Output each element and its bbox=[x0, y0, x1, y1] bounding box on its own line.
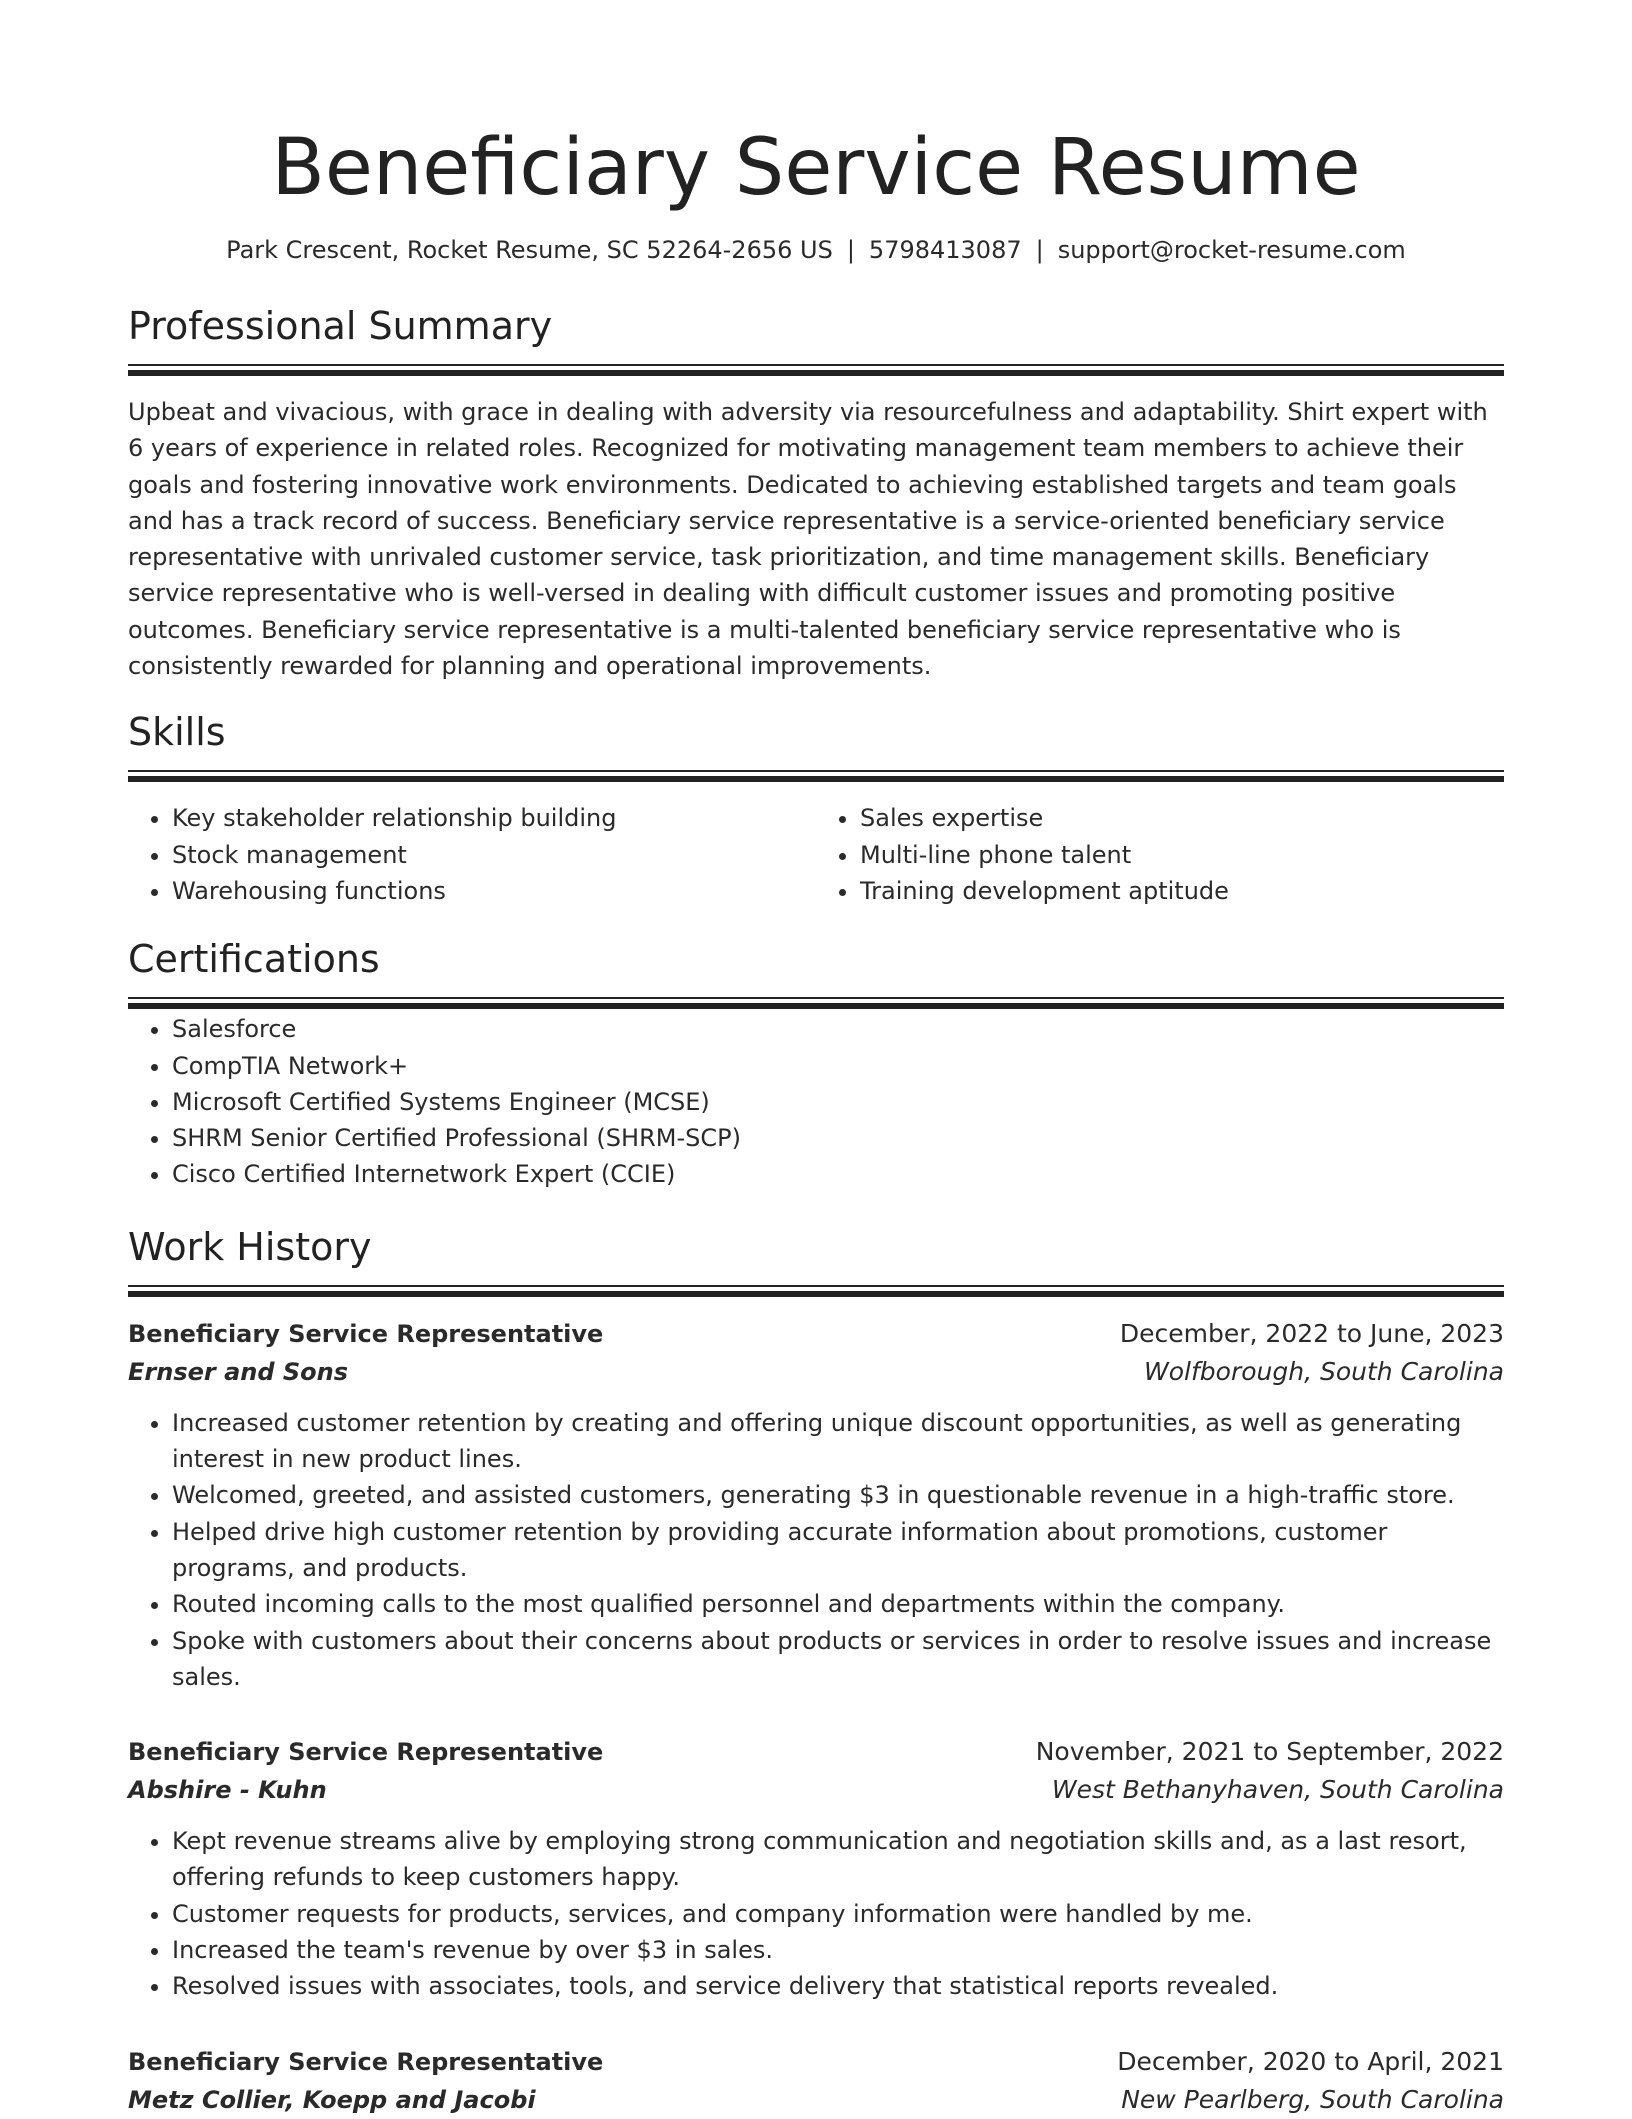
work-history-section bbox=[128, 1223, 1504, 2119]
certification-item: • CompTIA Network+ bbox=[172, 1048, 1504, 1084]
resume-title: Beneficiary Service Resume bbox=[271, 123, 1361, 213]
section-divider bbox=[128, 1285, 1504, 1299]
contact-email: support@rocket-resume.com bbox=[1057, 236, 1406, 264]
job-entry bbox=[128, 1315, 1504, 1695]
job-location: Wolfborough, South Carolina bbox=[1144, 1356, 1504, 1386]
job-bullet: • Increased customer retention by creating and offering unique discount opportunities, as well as generating interest in new product lines. bbox=[172, 1405, 1504, 1478]
skill-item: • Multi-line phone talent bbox=[860, 837, 1504, 873]
skill-item: • Sales expertise bbox=[860, 800, 1504, 836]
job-company-row bbox=[128, 1353, 1504, 1391]
job-header-row bbox=[128, 1733, 1504, 1771]
skill-item: • Training development aptitude bbox=[860, 873, 1504, 909]
section-title-summary: Professional Summary bbox=[128, 304, 553, 348]
job-bullet: • Resolved issues with associates, tools, and service delivery that statistical reports revealed. bbox=[172, 1968, 1504, 2004]
certification-item: • Microsoft Certified Systems Engineer (MCSE) bbox=[172, 1084, 1504, 1120]
job-bullets bbox=[128, 1823, 1504, 2004]
job-dates: December, 2020 to April, 2021 bbox=[1117, 2046, 1504, 2076]
section-divider bbox=[128, 364, 1504, 378]
job-bullet: • Spoke with customers about their concerns about products or services in order to resolve issues and increase sales. bbox=[172, 1623, 1504, 1696]
skills-columns bbox=[128, 800, 1504, 909]
job-entry bbox=[128, 2043, 1504, 2119]
job-company: Abshire - Kuhn bbox=[128, 1776, 327, 1805]
section-title-certifications: Certifications bbox=[128, 937, 380, 982]
job-bullet: • Customer requests for products, services, and company information were handled by me. bbox=[172, 1896, 1504, 1932]
skills-left-list bbox=[128, 800, 816, 909]
section-divider bbox=[128, 997, 1504, 1011]
job-bullets bbox=[128, 1405, 1504, 1695]
job-company: Ernser and Sons bbox=[128, 1357, 349, 1386]
job-dates: November, 2021 to September, 2022 bbox=[1035, 1737, 1504, 1767]
job-bullet: • Routed incoming calls to the most qualified personnel and departments within the company. bbox=[172, 1586, 1504, 1622]
job-bullet: • Helped drive high customer retention by providing accurate information about promotions, customer programs, and products. bbox=[172, 1514, 1504, 1587]
contact-address: Park Crescent, Rocket Resume, SC 52264-2656 US bbox=[226, 236, 833, 264]
contact-phone: 5798413087 bbox=[868, 236, 1022, 264]
contact-line bbox=[128, 234, 1504, 266]
certification-item: • Salesforce bbox=[172, 1011, 1504, 1047]
certifications-section bbox=[128, 935, 1504, 1192]
job-title: Beneficiary Service Representative bbox=[128, 2047, 604, 2076]
job-location: West Bethanyhaven, South Carolina bbox=[1051, 1775, 1504, 1805]
skills-section bbox=[128, 708, 1504, 909]
skill-item: • Warehousing functions bbox=[172, 873, 816, 909]
certification-item: • Cisco Certified Internetwork Expert (CCIE) bbox=[172, 1156, 1504, 1192]
job-location: New Pearlberg, South Carolina bbox=[1121, 2084, 1504, 2114]
job-bullet: • Increased the team's revenue by over $3 in sales. bbox=[172, 1932, 1504, 1968]
skills-right-list bbox=[816, 800, 1504, 909]
job-bullet: • Welcomed, greeted, and assisted customers, generating $3 in questionable revenue in a high-traffic store. bbox=[172, 1477, 1504, 1513]
job-company-row bbox=[128, 1771, 1504, 1809]
contact-separator: | bbox=[846, 236, 855, 264]
resume-page bbox=[128, 0, 1504, 2119]
job-company-row bbox=[128, 2081, 1504, 2119]
certifications-list bbox=[128, 1011, 1504, 1192]
job-entry bbox=[128, 1733, 1504, 2004]
certification-item: • SHRM Senior Certified Professional (SHRM-SCP) bbox=[172, 1120, 1504, 1156]
section-title-skills: Skills bbox=[128, 710, 226, 755]
contact-separator: | bbox=[1035, 236, 1044, 264]
professional-summary-section bbox=[128, 302, 1504, 684]
job-company: Metz Collier, Koepp and Jacobi bbox=[128, 2085, 536, 2114]
job-title: Beneficiary Service Representative bbox=[128, 1738, 604, 1767]
section-title-work-history: Work History bbox=[128, 1224, 372, 1269]
section-divider bbox=[128, 770, 1504, 784]
skill-item: • Stock management bbox=[172, 837, 816, 873]
job-title: Beneficiary Service Representative bbox=[128, 1319, 604, 1348]
summary-text: Upbeat and vivacious, with grace in dealing with adversity via resourcefulness and adaptability. Shirt expert with 6 years of experience in related roles. Recognized for motivating management team members to achieve their goals and fostering innovative work environments. Dedicated to achieving established targets and team goals and has a track record of success. Beneficiary service representative is a service-oriented beneficiary service representative with unrivaled customer service, task prioritization, and time management skills. Beneficiary service representative who is well-versed in dealing with difficult customer issues and promoting positive outcomes. Beneficiary service representative is a multi-talented beneficiary service representative who is consistently rewarded for planning and operational improvements. bbox=[128, 398, 1488, 681]
job-bullet: • Kept revenue streams alive by employing strong communication and negotiation skills and, as a last resort, offering refunds to keep customers happy. bbox=[172, 1823, 1504, 1896]
skill-item: • Key stakeholder relationship building bbox=[172, 800, 816, 836]
job-header-row bbox=[128, 2043, 1504, 2081]
job-header-row bbox=[128, 1315, 1504, 1353]
job-dates: December, 2022 to June, 2023 bbox=[1119, 1318, 1504, 1348]
